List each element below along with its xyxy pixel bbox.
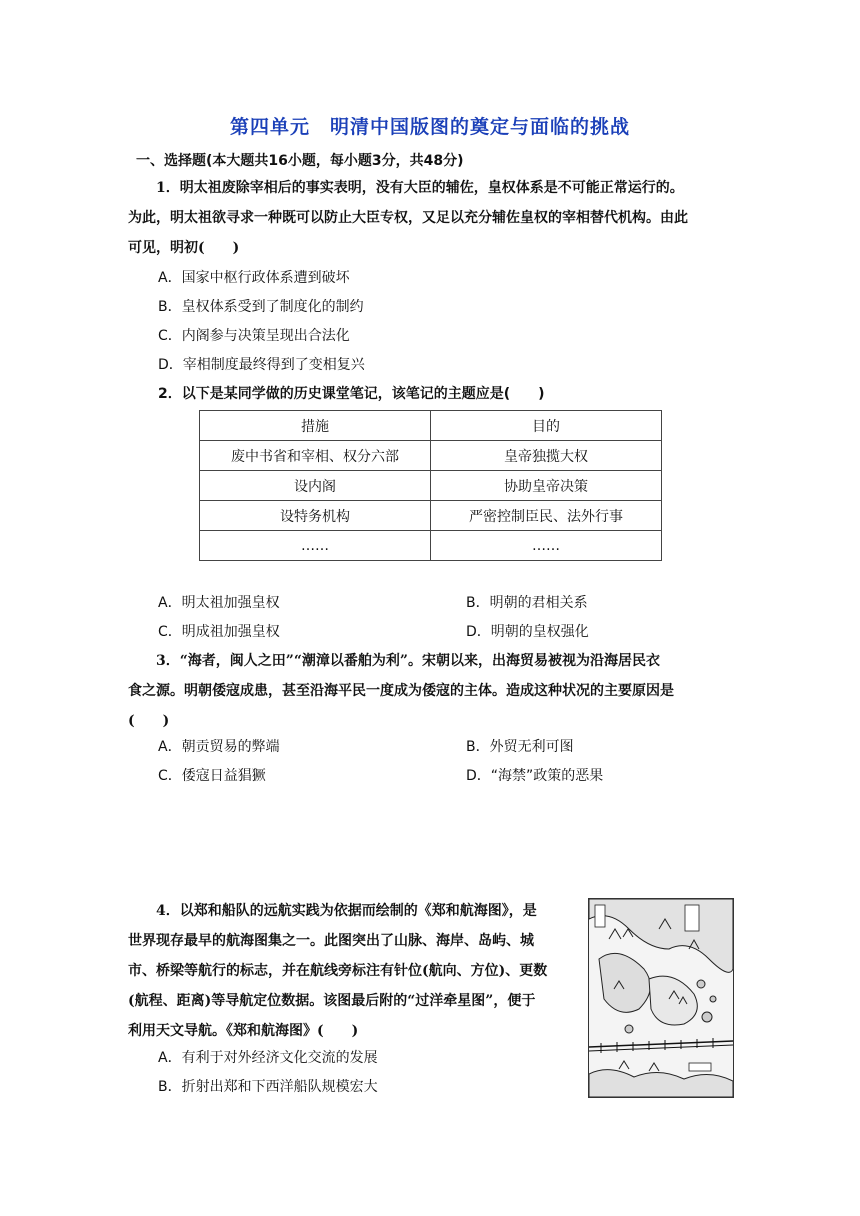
question-4-option-a[interactable]: A．有利于对外经济文化交流的发展 [158,1050,378,1066]
table-row [200,501,662,531]
table-cell: 协助皇帝决策 [431,471,662,501]
question-3-option-b[interactable]: B．外贸无利可图 [466,739,574,755]
table-cell: 设内阁 [200,471,431,501]
table-cell: 严密控制臣民、法外行事 [431,501,662,531]
question-3-line-1: “海者，闽人之田”“潮漳以番舶为利”。宋朝以来，出海贸易被视为沿海居民衣 [179,653,660,669]
question-3-number: 3． [156,653,180,669]
question-1-option-d[interactable]: D．宰相制度最终得到了变相复兴 [158,357,365,373]
question-3-stem [128,646,734,736]
page-title: 第四单元 明清中国版图的奠定与面临的挑战 [229,116,630,138]
table-cell: …… [200,531,431,561]
section-heading: 一、选择题(本大题共16小题，每小题3分，共48分) [136,153,464,169]
question-1-number: 1． [156,180,180,196]
question-1-line-2: 为此，明太祖欲寻求一种既可以防止大臣专权，又足以充分辅佐皇权的宰相替代机构。由此 [128,210,688,226]
question-4-number: 4． [156,903,180,919]
question-2-option-a[interactable]: A．明太祖加强皇权 [158,595,280,611]
question-1-stem [128,173,734,263]
question-3-line-3: ( ) [128,713,170,729]
question-3-line-2: 食之源。明朝倭寇成患，甚至沿海平民一度成为倭寇的主体。造成这种状况的主要原因是 [128,683,674,699]
table-row [200,441,662,471]
table-header-cell: 措施 [200,411,431,441]
question-1-option-c[interactable]: C．内阁参与决策呈现出合法化 [158,328,350,344]
question-3-option-a[interactable]: A．朝贡贸易的弊端 [158,739,280,755]
notes-table [199,410,662,561]
table-cell: …… [431,531,662,561]
question-1-line-3: 可见，明初( ) [128,240,240,256]
question-2-stem: 2．以下是某同学做的历史课堂笔记，该笔记的主题应是( ) [158,386,545,402]
question-1-line-1: 明太祖废除宰相后的事实表明，没有大臣的辅佐，皇权体系是不可能正常运行的。 [179,180,684,196]
table-cell: 废中书省和宰相、权分六部 [200,441,431,471]
question-2-option-d[interactable]: D．明朝的皇权强化 [466,624,589,640]
question-1-option-a[interactable]: A．国家中枢行政体系遭到破坏 [158,270,350,286]
table-cell: 设特务机构 [200,501,431,531]
table-cell: 皇帝独揽大权 [431,441,662,471]
table-header-cell: 目的 [431,411,662,441]
question-4-line-5: 利用天文导航。《郑和航海图》( ) [128,1023,359,1039]
question-2-option-b[interactable]: B．明朝的君相关系 [466,595,588,611]
table-row [200,471,662,501]
question-2-option-c[interactable]: C．明成祖加强皇权 [158,624,280,640]
map-illustration-icon [589,899,733,1097]
question-4-option-b[interactable]: B．折射出郑和下西洋船队规模宏大 [158,1079,378,1095]
zheng-he-map-image [588,898,734,1098]
question-1-option-b[interactable]: B．皇权体系受到了制度化的制约 [158,299,364,315]
table-row [200,411,662,441]
question-4-line-2: 世界现存最早的航海图集之一。此图突出了山脉、海岸、岛屿、城 [128,933,534,949]
table-row [200,531,662,561]
question-4-line-1: 以郑和船队的远航实践为依据而绘制的《郑和航海图》，是 [179,903,537,919]
question-3-option-c[interactable]: C．倭寇日益猖獗 [158,768,266,784]
question-4-line-3: 市、桥梁等航行的标志，并在航线旁标注有针位(航向、方位)、更数 [128,963,548,979]
question-4-line-4: (航程、距离)等导航定位数据。该图最后附的“过洋牵星图”，便于 [128,993,536,1009]
question-3-option-d[interactable]: D．“海禁”政策的恶果 [466,768,604,784]
question-4-stem [128,896,578,1046]
